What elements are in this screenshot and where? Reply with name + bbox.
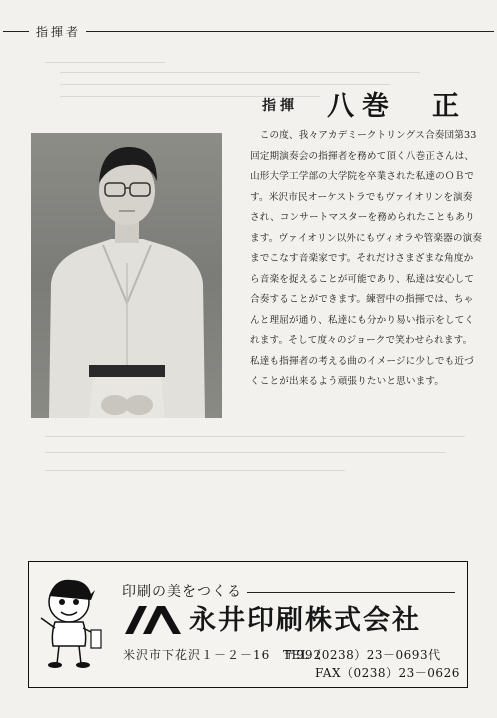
printing-company-ad <box>28 561 468 688</box>
ad-slogan-rule <box>247 592 455 593</box>
section-label: 指揮者 <box>36 25 82 39</box>
conductor-name: 八巻 正 <box>327 91 467 122</box>
bio-line: 回定期演奏会の指揮者を務めて頂く八巻正さんは、 <box>250 150 475 162</box>
bio-line: ら音楽を捉えることが可能であり、私達は安心して <box>250 273 475 285</box>
header-rule-left <box>3 31 29 32</box>
company-name: 永井印刷株式会社 <box>189 605 421 636</box>
bio-line: ます。ヴァイオリン以外にもヴィオラや管楽器の演奏 <box>250 232 483 244</box>
ad-slogan: 印刷の美をつくる <box>122 584 242 600</box>
bio-line: までこなす音楽家です。それだけさまざまな角度か <box>250 253 474 264</box>
conductor-role: 指揮 <box>262 98 298 114</box>
bio-line: 山形大学工学部の大学院を卒業された私達のＯＢで <box>250 171 475 182</box>
header-rule-right <box>86 31 494 32</box>
bio-line: んと理屈が通り、私達にも分かり易い指示をしてく <box>250 314 475 326</box>
company-tel: TEL（0238）23－0693代 <box>283 648 441 662</box>
bio-line: くことが出来るよう頑張りたいと思います。 <box>250 376 445 387</box>
company-fax: FAX（0238）23－0626 <box>315 666 460 680</box>
mascot-illustration <box>35 570 105 674</box>
company-logo-icon <box>123 604 185 640</box>
bio-line: この度、我々アカデミークトリングス合奏団第33 <box>250 130 477 141</box>
bio-line: 私達も指揮者の考える曲のイメージに少しでも近づ <box>250 355 474 367</box>
bio-line: す。米沢市民オーケストラでもヴァイオリンを演奏 <box>250 191 473 203</box>
bio-line: れます。そして度々のジョークで笑わせられます。 <box>250 335 473 346</box>
bio-line: 合奏することができます。練習中の指揮では、ちゃ <box>250 294 474 305</box>
conductor-photo <box>31 133 222 418</box>
bio-line: され、コンサートマスターを務められたこともあり <box>250 212 475 223</box>
company-address: 米沢市下花沢１－２－16 〒992 <box>123 648 323 662</box>
conductor-bio <box>250 126 488 393</box>
